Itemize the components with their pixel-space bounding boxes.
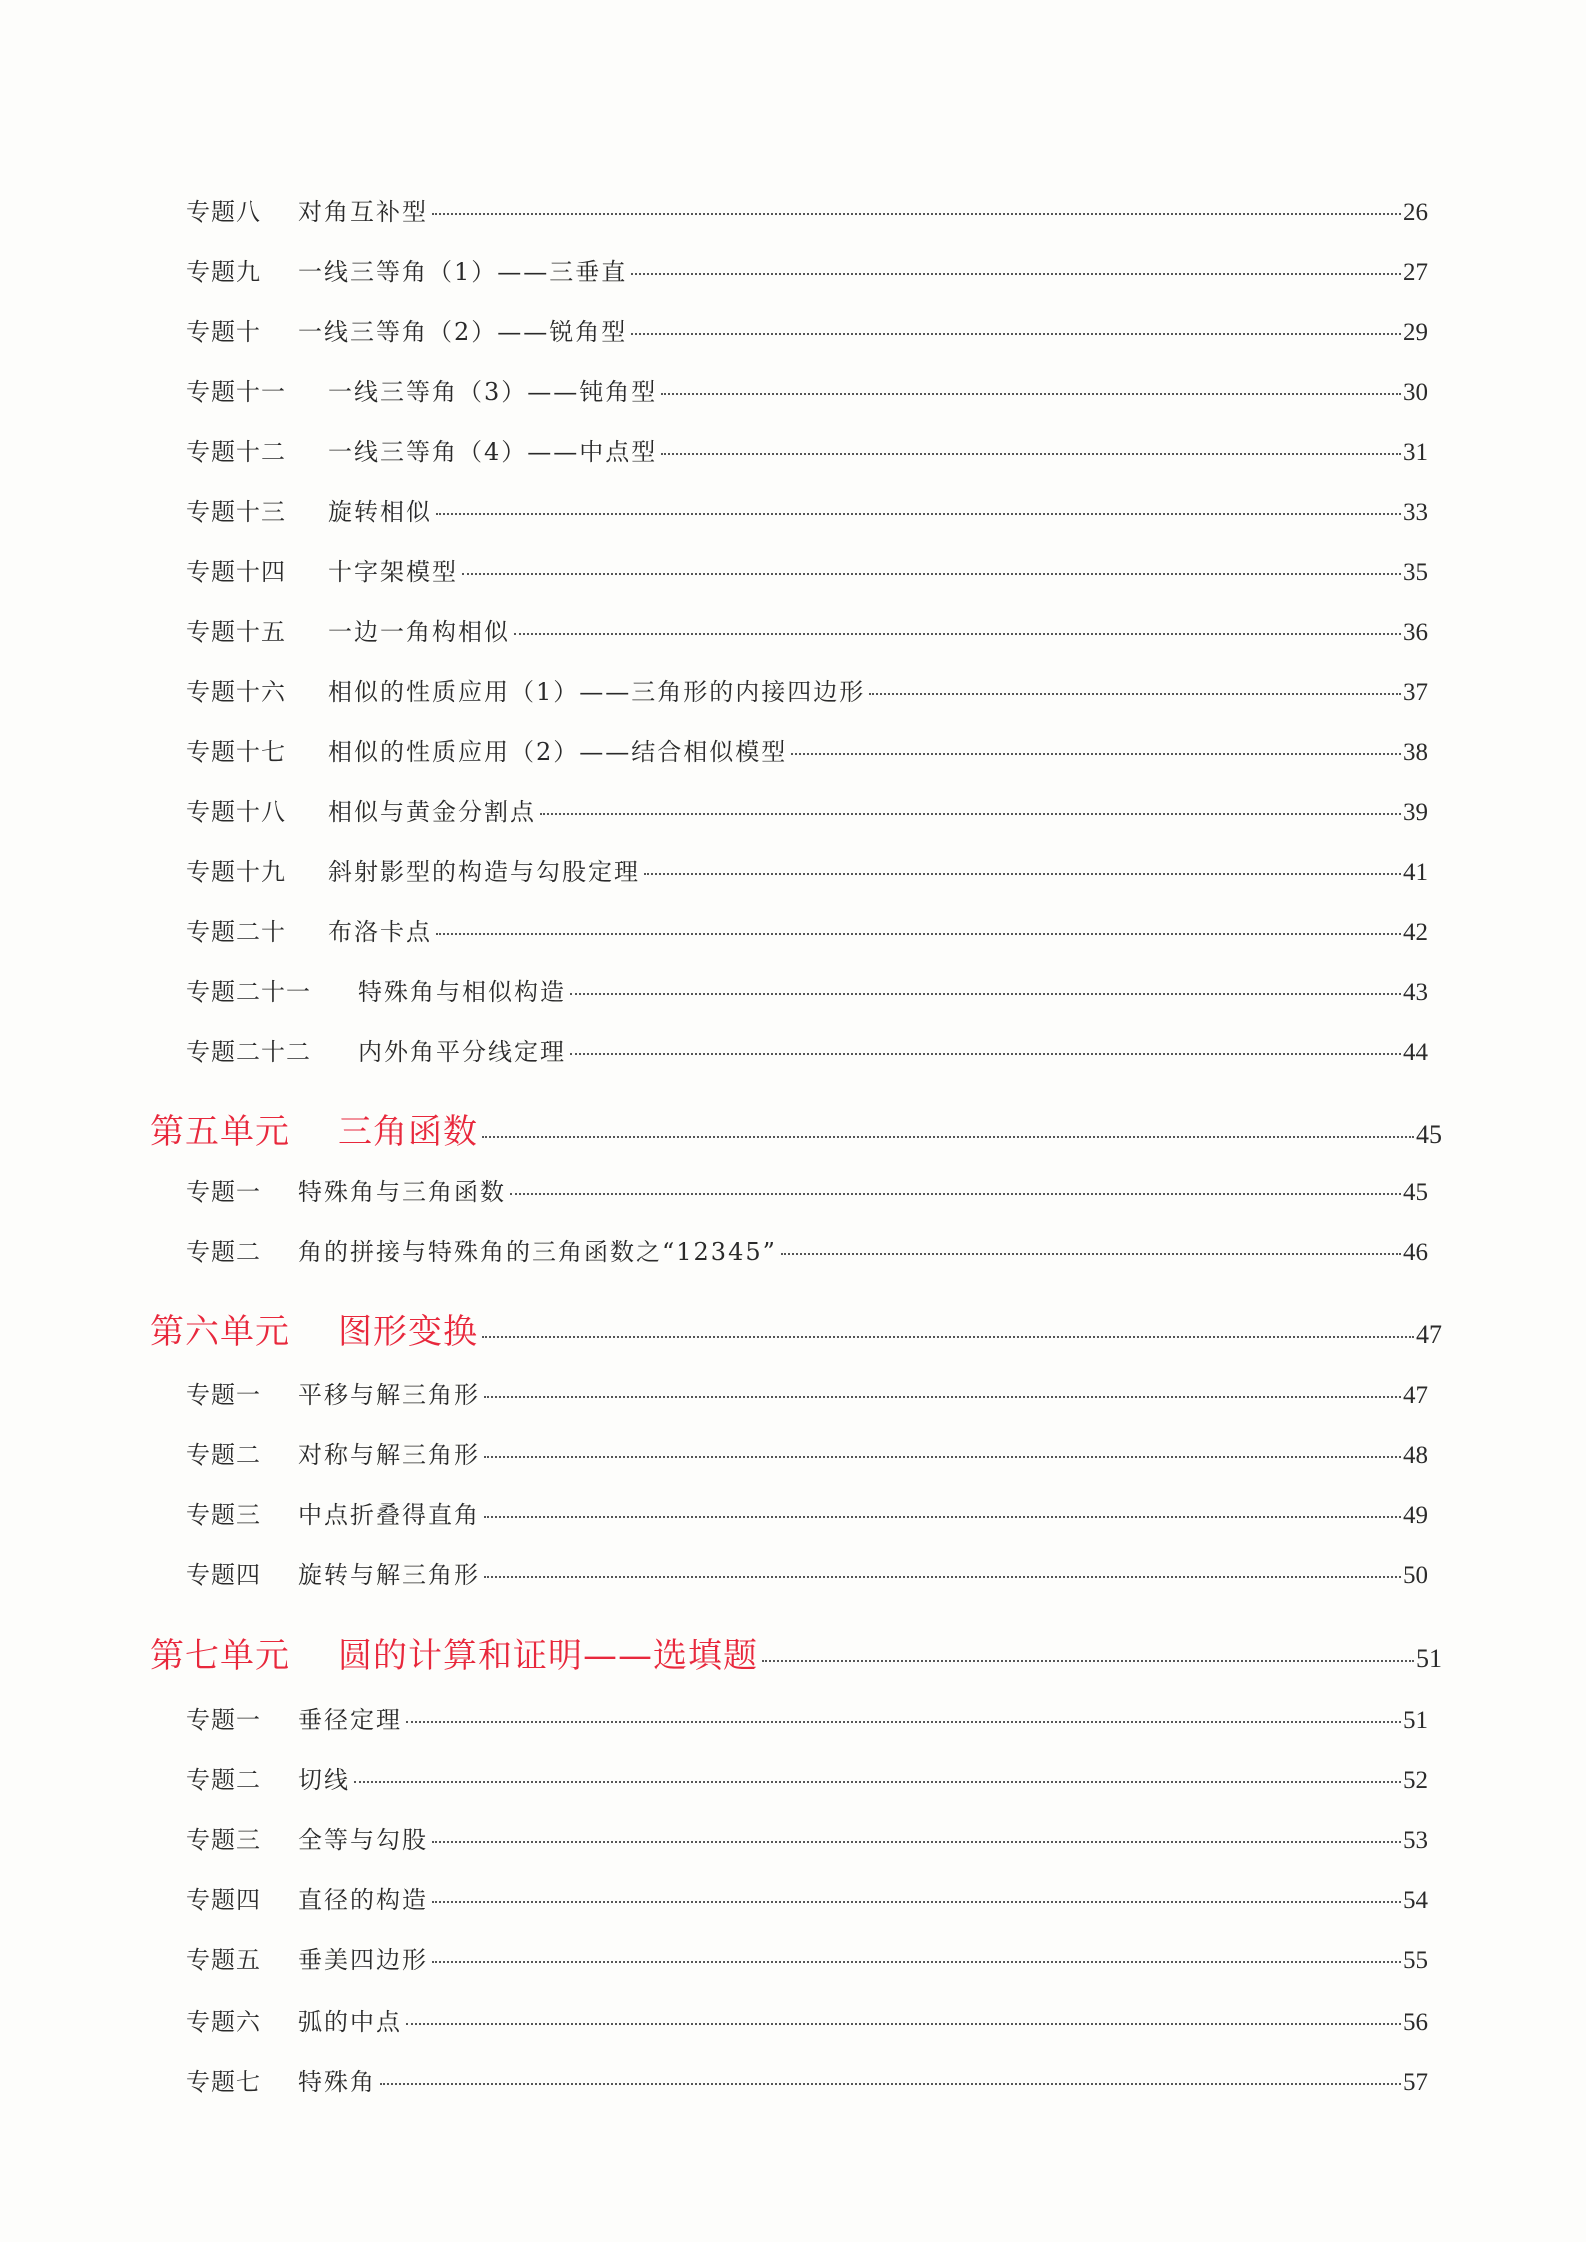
topic-title: 特殊角 [298, 2068, 376, 2096]
topic-label: 专题十五 [186, 618, 286, 646]
topic-title: 一线三等角（1）——三垂直 [298, 258, 628, 286]
topic-label: 专题八 [186, 198, 261, 226]
page-number: 30 [1403, 379, 1428, 406]
page-number: 27 [1403, 259, 1428, 286]
topic-title: 一边一角构相似 [328, 618, 510, 646]
dot-leader [791, 753, 1401, 755]
page-number: 56 [1403, 2009, 1428, 2036]
topic-title: 相似的性质应用（1）——三角形的内接四边形 [328, 678, 866, 706]
dot-leader [661, 453, 1401, 455]
dot-leader [380, 2083, 1401, 2085]
topic-title: 一线三等角（3）——钝角型 [328, 378, 658, 406]
topic-label: 专题一 [186, 1706, 261, 1734]
dot-leader [570, 1053, 1401, 1055]
toc-entry [186, 612, 1428, 652]
toc-entry [186, 1820, 1428, 1860]
topic-label: 专题十二 [186, 438, 286, 466]
topic-label: 专题十四 [186, 558, 286, 586]
toc-entry [186, 2002, 1428, 2042]
page-number: 38 [1403, 739, 1428, 766]
dot-leader [406, 1721, 1401, 1723]
page-number: 45 [1403, 1179, 1428, 1206]
toc-entry [186, 372, 1428, 412]
topic-title: 中点折叠得直角 [298, 1501, 480, 1529]
page-number: 39 [1403, 799, 1428, 826]
topic-title: 特殊角与相似构造 [358, 978, 566, 1006]
topic-title: 一线三等角（2）——锐角型 [298, 318, 628, 346]
page-number: 47 [1403, 1382, 1428, 1409]
page-number: 42 [1403, 919, 1428, 946]
topic-label: 专题二十一 [186, 978, 311, 1006]
topic-label: 专题五 [186, 1946, 261, 1974]
topic-title: 角的拼接与特殊角的三角函数之“12345” [298, 1238, 777, 1266]
unit-title: 圆的计算和证明——选填题 [338, 1636, 758, 1676]
topic-title: 相似的性质应用（2）——结合相似模型 [328, 738, 788, 766]
toc-entry [186, 1555, 1428, 1595]
topic-label: 专题二十 [186, 918, 286, 946]
dot-leader [644, 873, 1401, 875]
topic-title: 旋转与解三角形 [298, 1561, 480, 1589]
topic-title: 弧的中点 [298, 2008, 402, 2036]
page-number: 31 [1403, 439, 1428, 466]
page-number: 44 [1403, 1039, 1428, 1066]
toc-entry [186, 792, 1428, 832]
dot-leader [484, 1516, 1401, 1518]
toc-entry [186, 1940, 1428, 1980]
page-number: 46 [1403, 1239, 1428, 1266]
page-number: 35 [1403, 559, 1428, 586]
toc-entry [186, 312, 1428, 352]
page-number: 47 [1416, 1320, 1442, 1349]
topic-label: 专题二 [186, 1766, 261, 1794]
dot-leader [436, 513, 1401, 515]
page-number: 49 [1403, 1502, 1428, 1529]
page-number: 53 [1403, 1827, 1428, 1854]
topic-label: 专题四 [186, 1561, 261, 1589]
unit-label: 第五单元 [150, 1112, 290, 1152]
page-number: 54 [1403, 1887, 1428, 1914]
topic-label: 专题十八 [186, 798, 286, 826]
dot-leader [484, 1396, 1401, 1398]
dot-leader [432, 1961, 1401, 1963]
topic-title: 垂美四边形 [298, 1946, 428, 1974]
toc-entry [186, 192, 1428, 232]
topic-label: 专题三 [186, 1501, 261, 1529]
topic-title: 十字架模型 [328, 558, 458, 586]
page-number: 52 [1403, 1767, 1428, 1794]
dot-leader [631, 273, 1401, 275]
topic-label: 专题十 [186, 318, 261, 346]
dot-leader [781, 1253, 1401, 1255]
topic-label: 专题十七 [186, 738, 286, 766]
topic-label: 专题十三 [186, 498, 286, 526]
topic-label: 专题一 [186, 1178, 261, 1206]
dot-leader [432, 1841, 1401, 1843]
topic-label: 专题一 [186, 1381, 261, 1409]
topic-title: 斜射影型的构造与勾股定理 [328, 858, 640, 886]
dot-leader [631, 333, 1401, 335]
page-number: 57 [1403, 2069, 1428, 2096]
toc-entry [186, 1435, 1428, 1475]
dot-leader [436, 933, 1401, 935]
toc-entry [186, 1172, 1428, 1212]
page-number: 37 [1403, 679, 1428, 706]
topic-title: 垂径定理 [298, 1706, 402, 1734]
toc-entry [186, 1375, 1428, 1415]
topic-label: 专题十六 [186, 678, 286, 706]
topic-label: 专题四 [186, 1886, 261, 1914]
dot-leader [869, 693, 1401, 695]
dot-leader [570, 993, 1401, 995]
topic-title: 相似与黄金分割点 [328, 798, 536, 826]
toc-entry [186, 852, 1428, 892]
page-number: 51 [1416, 1644, 1442, 1673]
topic-title: 一线三等角（4）——中点型 [328, 438, 658, 466]
toc-entry [186, 1495, 1428, 1535]
dot-leader [540, 813, 1401, 815]
topic-label: 专题十一 [186, 378, 286, 406]
page-number: 55 [1403, 1947, 1428, 1974]
toc-unit-heading [150, 1628, 1442, 1676]
dot-leader [484, 1576, 1401, 1578]
toc-unit-heading [150, 1304, 1442, 1352]
toc-entry [186, 1232, 1428, 1272]
toc-entry [186, 492, 1428, 532]
dot-leader [406, 2023, 1401, 2025]
topic-title: 平移与解三角形 [298, 1381, 480, 1409]
toc-entry [186, 672, 1428, 712]
unit-title: 图形变换 [338, 1312, 478, 1352]
topic-title: 特殊角与三角函数 [298, 1178, 506, 1206]
page-number: 36 [1403, 619, 1428, 646]
toc-entry [186, 552, 1428, 592]
topic-label: 专题二 [186, 1441, 261, 1469]
dot-leader [762, 1660, 1414, 1662]
page-number: 26 [1403, 199, 1428, 226]
topic-label: 专题十九 [186, 858, 286, 886]
page-number: 33 [1403, 499, 1428, 526]
toc-entry [186, 1700, 1428, 1740]
page-number: 51 [1403, 1707, 1428, 1734]
topic-label: 专题二 [186, 1238, 261, 1266]
toc-entry [186, 252, 1428, 292]
unit-title: 三角函数 [338, 1112, 478, 1152]
dot-leader [432, 213, 1401, 215]
topic-title: 内外角平分线定理 [358, 1038, 566, 1066]
page-number: 45 [1416, 1120, 1442, 1149]
unit-label: 第六单元 [150, 1312, 290, 1352]
dot-leader [482, 1136, 1414, 1138]
unit-label: 第七单元 [150, 1636, 290, 1676]
topic-label: 专题二十二 [186, 1038, 311, 1066]
topic-title: 全等与勾股 [298, 1826, 428, 1854]
page-number: 50 [1403, 1562, 1428, 1589]
topic-title: 对角互补型 [298, 198, 428, 226]
page-number: 43 [1403, 979, 1428, 1006]
topic-title: 切线 [298, 1766, 350, 1794]
dot-leader [462, 573, 1401, 575]
topic-label: 专题七 [186, 2068, 261, 2096]
dot-leader [514, 633, 1401, 635]
dot-leader [432, 1901, 1401, 1903]
toc-entry [186, 2062, 1428, 2102]
topic-label: 专题三 [186, 1826, 261, 1854]
toc-entry [186, 1032, 1428, 1072]
toc-entry [186, 432, 1428, 472]
toc-unit-heading [150, 1104, 1442, 1152]
dot-leader [510, 1193, 1401, 1195]
dot-leader [482, 1336, 1414, 1338]
topic-title: 布洛卡点 [328, 918, 432, 946]
topic-title: 旋转相似 [328, 498, 432, 526]
topic-title: 对称与解三角形 [298, 1441, 480, 1469]
toc-entry [186, 972, 1428, 1012]
page-number: 48 [1403, 1442, 1428, 1469]
dot-leader [484, 1456, 1401, 1458]
page-number: 29 [1403, 319, 1428, 346]
topic-title: 直径的构造 [298, 1886, 428, 1914]
toc-entry [186, 732, 1428, 772]
page-number: 41 [1403, 859, 1428, 886]
toc-entry [186, 1880, 1428, 1920]
toc-entry [186, 1760, 1428, 1800]
topic-label: 专题六 [186, 2008, 261, 2036]
toc-entry [186, 912, 1428, 952]
topic-label: 专题九 [186, 258, 261, 286]
dot-leader [354, 1781, 1401, 1783]
dot-leader [661, 393, 1401, 395]
